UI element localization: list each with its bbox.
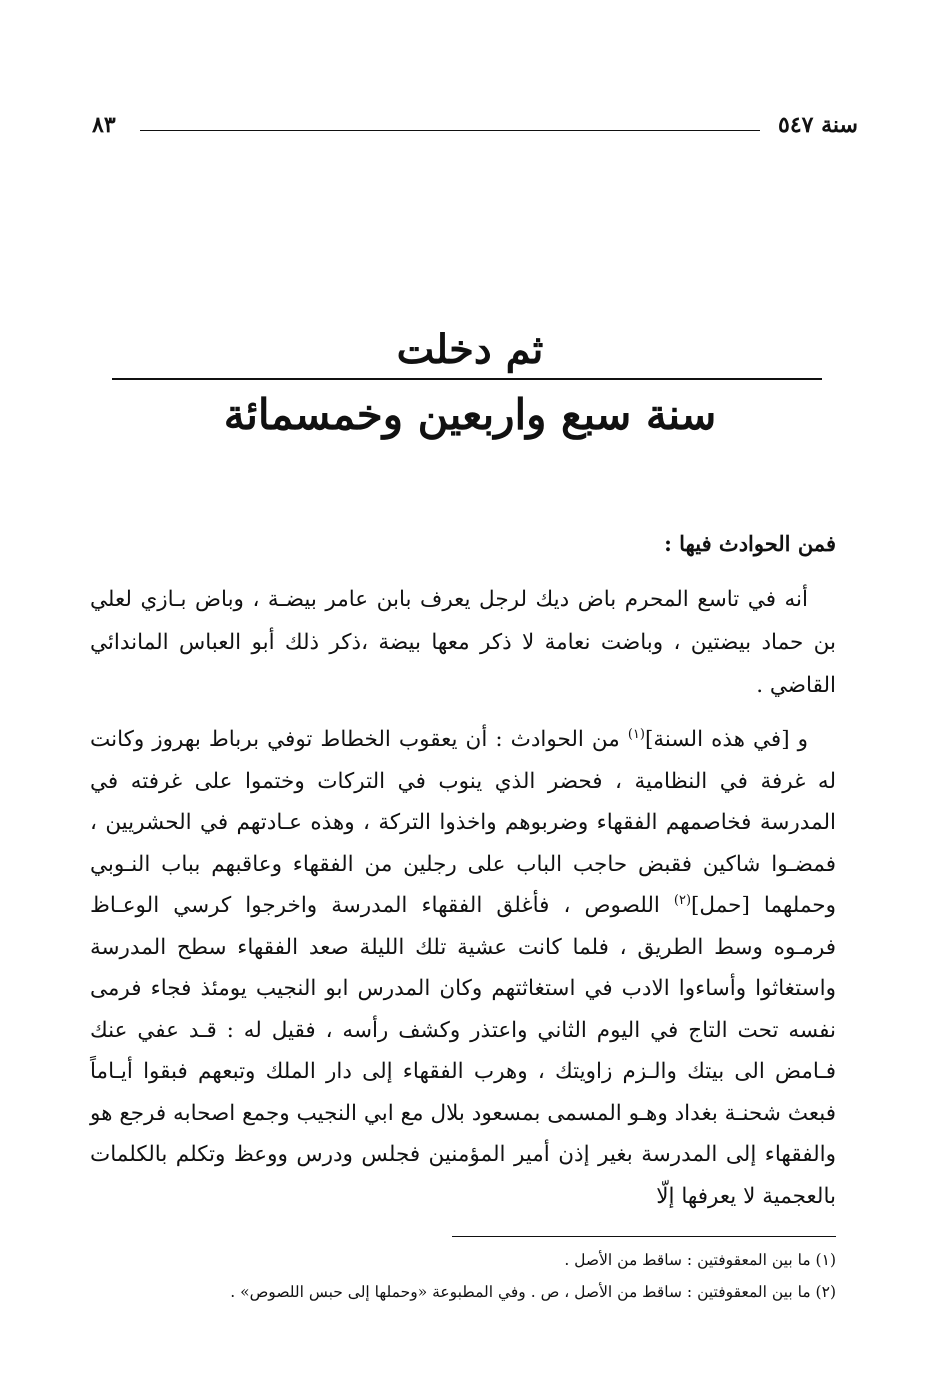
chapter-heading-rule: [112, 378, 822, 380]
paragraph-1-text: أنه في تاسع المحرم باض ديك لرجل يعرف بابن عامر بيضـة ، وباض بـازي لعلي بن حماد بيضتين ، وباضت نعامة لا ذكر معها بيضة ،ذكر ذلك أبو العباس الماندائي القاضي .: [90, 587, 836, 698]
body-text: [90, 528, 836, 1217]
paragraph-2: [90, 719, 836, 1217]
footnote-ref-2[interactable]: (٢): [673, 892, 692, 908]
paragraph-2-text-middle: من الحوادث : أن يعقوب الخطاط توفي برباط بهروز وكانت له غرفة في النظامية ، فحضر الذي ينوب في التركات وختموا على غرفته في المدرسة فخاصمهم الفقهاء وضربوهم واخذوا التركة ، وهذه عـادتهم في الحشريين ، فمضـوا شاكين فقبض حاجب الباب على رجلين من الفقهاء وعاقبهم بباب النـوبي وحملهما [حمل]: [90, 727, 836, 918]
running-header-year: سنة ٥٤٧: [778, 112, 858, 138]
chapter-heading-line2: سنة سبع واربعين وخمسمائة: [223, 390, 717, 439]
footnote-2: (٢) ما بين المعقوفتين : ساقط من الأصل ، ص . وفي المطبوعة «وحملها إلى حبس اللصوص» .: [230, 1283, 836, 1301]
running-header-rule: [140, 130, 760, 131]
paragraph-1: [90, 578, 836, 707]
footnote-ref-1[interactable]: (١): [627, 726, 645, 742]
footnotes: [150, 1244, 836, 1308]
section-title: فمن الحوادث فيها :: [664, 531, 836, 556]
footnote-1: (١) ما بين المعقوفتين : ساقط من الأصل .: [564, 1251, 836, 1269]
paragraph-gap: [90, 707, 836, 719]
footnote-separator: [452, 1236, 836, 1237]
paragraph-2-text-end: اللصوص ، فأغلق الفقهاء المدرسة واخرجوا كرسي الوعـاظ فرمـوه وسط الطريق ، فلما كانت عشية تلك الليلة صعد الفقهاء سطح المدرسة واستغاثوا وأساءوا الادب في استغاثتهم وكان المدرس ابو النجيب يومئذ فجاء فرمى نفسه تحت التاج في اليوم الثاني واعتذر وكشف رأسه ، فقيل له : قـد عفي عنك فـامض الى بيتك والـزم زاويتك ، وهرب الفقهاء إلى دار الملك وتبعهم فبقوا أيـاماً فبعث شحنـة بغداد وهـو المسمى بمسعود بلال مع ابي النجيب وجمع اصحابه فرجع هو والفقهاء إلى المدرسة بغير إذن أمير المؤمنين فجلس ودرس ووعظ وتكلم بالكلمات بالعجمية لا يعرفها إلّا: [90, 893, 836, 1209]
paragraph-2-text-start: و [في هذه السنة]: [644, 727, 809, 752]
page-number: ٨٣: [92, 112, 116, 138]
chapter-heading-line1: ثم دخلت: [396, 326, 544, 373]
